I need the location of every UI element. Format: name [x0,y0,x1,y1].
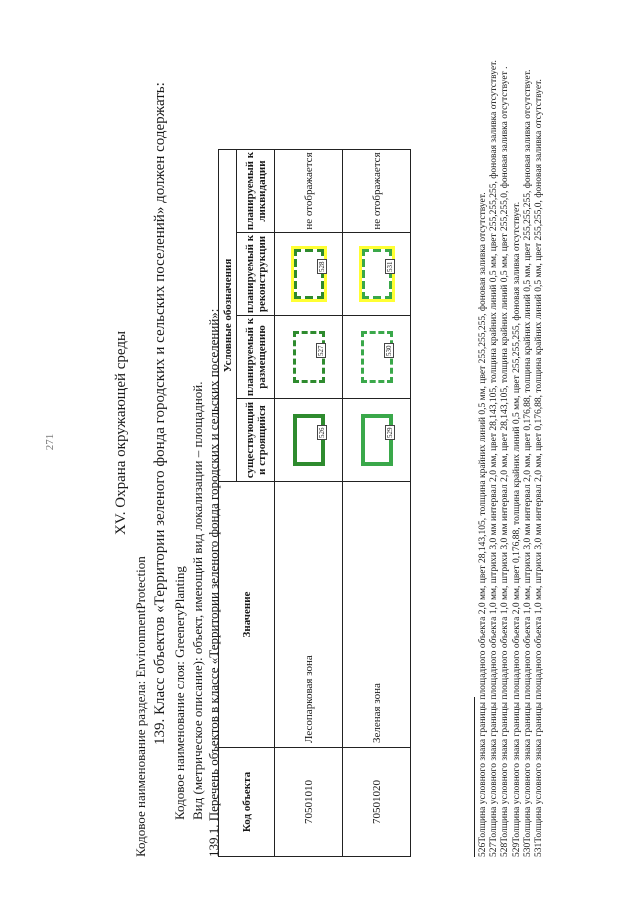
footnote-ref: 526 [317,427,326,438]
footnote: 529Толщина условного знака границы площадного объекта 2,0 мм, цвет 0,176,88, толщина крайних линий 0,5 мм, цвет 255,255,255, фоновая заливка отсутствует. [511,201,522,857]
row-liquid: не отображается [275,150,343,233]
list-title: 139.1. Перечень объектов в классе «Территории зеленого фонда городских и сельских поселений»: [206,308,221,857]
footnote-ref: 531 [385,261,394,272]
table-row [343,150,411,857]
footnote-ref: 530 [384,345,393,356]
symbol-recon-cell [343,233,411,316]
objects-table [218,149,411,857]
table-row [275,150,343,857]
row-value: Лесопарковая зона [275,482,343,748]
row-code: 70501010 [275,748,343,857]
footnote: 527Толщина условного знака границы площадного объекта 1,0 мм, штрихи 3,0 мм интервал 2,0 мм, цвет 28,143,105, толщина крайних линий 0,5 мм, цвет 255,255,255, фоновая заливка отсутствует. [489,60,500,857]
col-value-header: Значение [219,482,275,748]
symbol-existing-cell [343,399,411,482]
symbol-planned-cell [275,316,343,399]
col-code-header: Код объекта [219,748,275,857]
sub-liquid-header: планируемый к ликвидации [237,150,275,233]
symbol-existing-cell [275,399,343,482]
row-value: Зеленая зона [343,482,411,748]
code-name-section: Кодовое наименование раздела: EnvironmentProtection [133,556,148,857]
sub-existing-header: существующий и строящийся [237,399,275,482]
section-title: XV. Охрана окружающей среды [113,330,129,535]
footnote-ref: 529 [385,427,394,438]
planned-symbol [293,331,325,383]
class-title: 139. Класс объектов «Территории зеленого фонда городских и сельских поселений» должен содержать: [152,82,168,745]
existing-symbol [293,414,325,466]
row-code: 70501020 [343,748,411,857]
recon-symbol [293,248,325,300]
recon-symbol [361,248,393,300]
footnote: 528Толщина условного знака границы площадного объекта 1,0 мм, штрихи 3,0 мм интервал 2,0 мм, цвет 28,143,105, толщина крайних линий 0,5 мм, цвет 255,255,0, фоновая заливка отсутствует . [500,66,511,857]
footnote-ref: 528 [317,261,326,272]
footnote: 530Толщина условного знака границы площадного объекта 1,0 мм, штрихи 3,0 мм интервал 2,0 мм, цвет 0,176,88, толщина крайних линий 0,5 мм, цвет 255,255,255, фоновая заливка отсутствует. [522,69,533,857]
symbol-recon-cell [275,233,343,316]
view-text: Вид (метрическое описание): объект, имеющий вид локализации – площадной. [190,381,205,820]
planned-symbol [361,331,393,383]
symbol-planned-cell [343,316,411,399]
footnote: 531Толщина условного знака границы площадного объекта 1,0 мм, штрихи 3,0 мм интервал 2,0 мм, цвет 0,176,88, толщина крайних линий 0,5 мм, цвет 255,255,0, фоновая заливка отсутствует. [534,79,545,857]
footnote-ref: 527 [316,345,325,356]
page-number: 271 [44,433,56,451]
footnote-separator [474,697,475,857]
rotated-page [0,10,640,895]
sub-recon-header: планируемый к реконструкции [237,233,275,316]
footnote: 526Толщина условного знака границы площадного объекта 2,0 мм, цвет 28,143,105, толщина крайних линий 0,5 мм, цвет 255,255,255, фоновая заливка отсутствует. [478,192,488,857]
col-symbols-header: Условные обозначения [219,150,237,482]
existing-symbol [361,414,393,466]
sub-planned-header: планируемый к размещению [237,316,275,399]
code-name-layer: Кодовое наименование слоя: GreeneryPlanting [172,566,187,820]
row-liquid: не отображается [343,150,411,233]
footnotes [478,27,545,857]
